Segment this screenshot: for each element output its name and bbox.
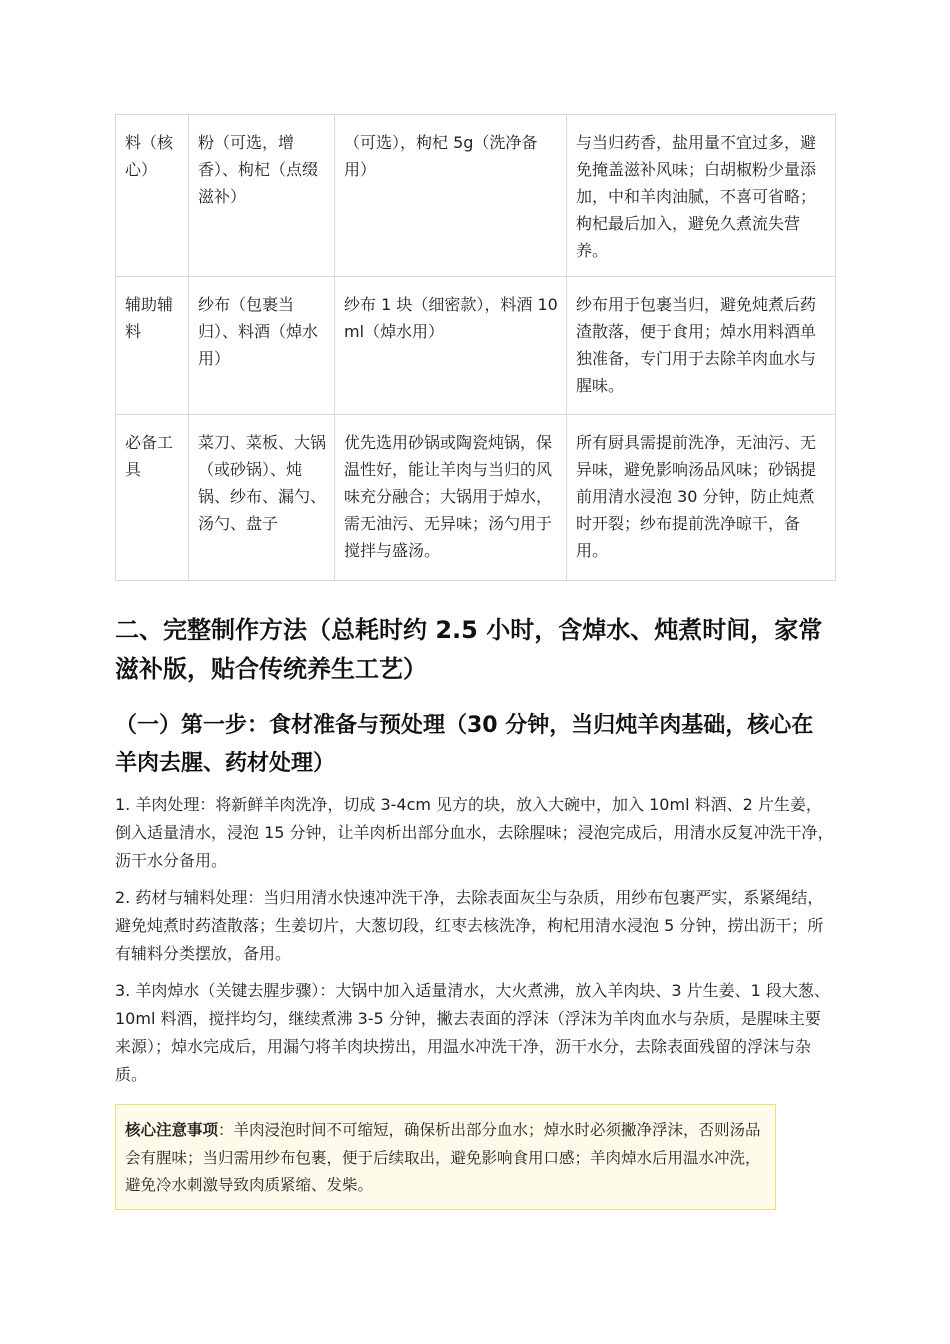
step-item: 3. 羊肉焯水（关键去腥步骤）：大锅中加入适量清水，大火煮沸，放入羊肉块、3 片生姜、1 段大葱、10ml 料酒，搅拌均匀，继续煮沸 3-5 分钟，撇去表面的浮沫（浮沫为羊肉血水与杂质，是腥味主要来源）；焯水完成后，用漏勺将羊肉块捞出，用温水冲洗干净，沥干水分，去除表面残留的浮沫与杂质。 [115,981,830,1084]
table-cell-category: 辅助辅料 [116,277,189,415]
table-cell-amount: 纱布 1 块（细密款），料酒 10ml（焯水用） [335,277,567,415]
table-cell-items: 纱布（包裹当归）、料酒（焯水用） [189,277,335,415]
section-heading: 二、完整制作方法（总耗时约 2.5 小时，含焯水、炖煮时间，家常滋补版，贴合传统养生工艺） [115,616,823,683]
note-callout [115,1104,776,1210]
step-item: 2. 药材与辅料处理：当归用清水快速冲洗干净，去除表面灰尘与杂质，用纱布包裹严实，系紧绳结，避免炖煮时药渣散落；生姜切片，大葱切段，红枣去核洗净，枸杞用清水浸泡 5 分钟，捞出沥干；所有辅料分类摆放，备用。 [115,888,824,963]
ingredients-table [115,114,836,581]
table-row [116,277,836,415]
step-heading: （一）第一步：食材准备与预处理（30 分钟，当归炖羊肉基础，核心在羊肉去腥、药材处理） [115,713,814,776]
table-cell-notes: 纱布用于包裹当归，避免炖煮后药渣散落，便于食用；焯水用料酒单独准备，专门用于去除羊肉血水与腥味。 [567,277,836,415]
table-cell-items: 粉（可选，增香）、枸杞（点缀滋补） [189,115,335,277]
table-row [116,115,836,277]
table-cell-category: 必备工具 [116,415,189,581]
table-row [116,415,836,581]
step-item: 1. 羊肉处理：将新鲜羊肉洗净，切成 3-4cm 见方的块，放入大碗中，加入 10ml 料酒、2 片生姜，倒入适量清水，浸泡 15 分钟，让羊肉析出部分血水，去除腥味；浸泡完成后，用清水反复冲洗干净，沥干水分备用。 [115,795,834,870]
note-text: ：羊肉浸泡时间不可缩短，确保析出部分血水；焯水时必须撇净浮沫，否则汤品会有腥味；当归需用纱布包裹，便于后续取出，避免影响食用口感；羊肉焯水后用温水冲洗，避免冷水刺激导致肉质紧缩、发柴。 [125,1121,761,1194]
table-cell-notes: 所有厨具需提前洗净，无油污、无异味，避免影响汤品风味；砂锅提前用清水浸泡 30 分钟，防止炖煮时开裂；纱布提前洗净晾干，备用。 [567,415,836,581]
table-cell-amount: 优先选用砂锅或陶瓷炖锅，保温性好，能让羊肉与当归的风味充分融合；大锅用于焯水，需无油污、无异味；汤勺用于搅拌与盛汤。 [335,415,567,581]
step-list [115,791,835,1089]
table-cell-notes: 与当归药香，盐用量不宜过多，避免掩盖滋补风味；白胡椒粉少量添加，中和羊肉油腻，不喜可省略；枸杞最后加入，避免久煮流失营养。 [567,115,836,277]
document-page [115,114,835,1210]
table-cell-amount: （可选），枸杞 5g（洗净备用） [335,115,567,277]
note-label: 核心注意事项 [125,1121,219,1139]
table-cell-items: 菜刀、菜板、大锅（或砂锅）、炖锅、纱布、漏勺、汤勺、盘子 [189,415,335,581]
table-cell-category: 料（核心） [116,115,189,277]
